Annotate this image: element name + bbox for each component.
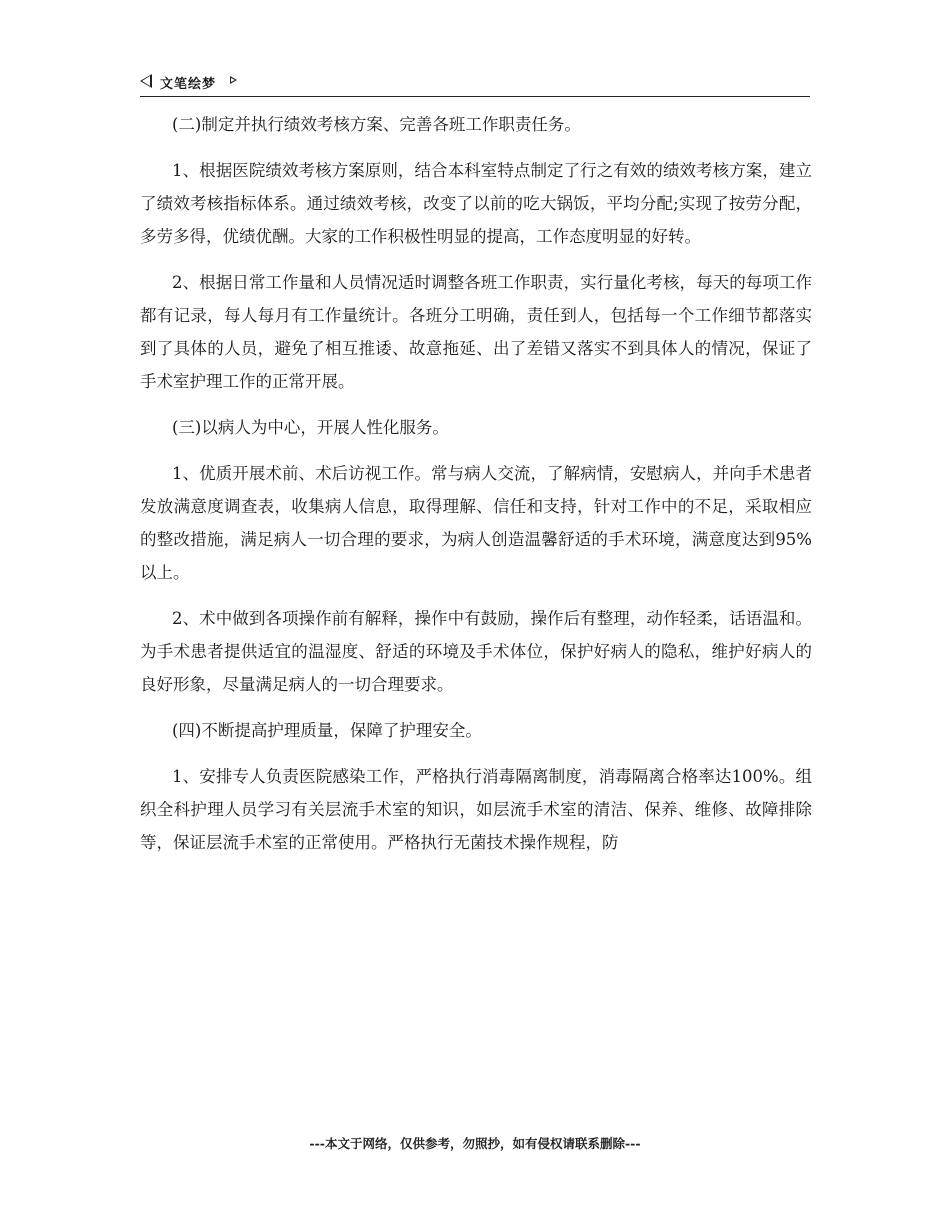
paragraph: 1、安排专人负责医院感染工作，严格执行消毒隔离制度，消毒隔离合格率达100%。组织全科护理人员学习有关层流手术室的知识，如层流手术室的清洁、保养、维修、故障排除等，保证层流手术室的正常使用。严格执行无菌技术操作规程，防 — [140, 767, 812, 852]
header-title: 文笔绘梦 — [160, 77, 217, 92]
triangle-left-icon — [140, 74, 152, 88]
paragraph: 1、根据医院绩效考核方案原则，结合本科室特点制定了行之有效的绩效考核方案，建立了绩效考核指标体系。通过绩效考核，改变了以前的吃大锅饭，平均分配;实现了按劳分配，多劳多得，优绩优酬。大家的工作积极性明显的提高，工作态度明显的好转。 — [140, 161, 812, 246]
paragraph-section-4-heading: (四)不断提高护理质量，保障了护理安全。 — [172, 721, 482, 740]
document-body — [140, 108, 812, 872]
paragraph: 2、根据日常工作量和人员情况适时调整各班工作职责，实行量化考核，每天的每项工作都有记录，每人每月有工作量统计。各班分工明确，责任到人，包括每一个工作细节都落实到了具体的人员，避免了相互推诿、故意拖延、出了差错又落实不到具体人的情况，保证了手术室护理工作的正常开展。 — [140, 273, 812, 391]
paragraph: 2、术中做到各项操作前有解释，操作中有鼓励，操作后有整理，动作轻柔，话语温和。为手术患者提供适宜的温湿度、舒适的环境及手术体位，保护好病人的隐私，维护好病人的良好形象，尽量满足病人的一切合理要求。 — [140, 609, 812, 694]
paragraph-section-3-heading: (三)以病人为中心，开展人性化服务。 — [172, 418, 449, 437]
triangle-right-icon — [230, 76, 237, 84]
paragraph-section-2-heading: (二)制定并执行绩效考核方案、完善各班工作职责任务。 — [172, 115, 581, 134]
footer-disclaimer: ---本文于网络，仅供参考，勿照抄，如有侵权请联系删除--- — [309, 1136, 641, 1151]
paragraph: 1、优质开展术前、术后访视工作。常与病人交流，了解病情，安慰病人，并向手术患者发放满意度调查表，收集病人信息，取得理解、信任和支持，针对工作中的不足，采取相应的整改措施，满足病人一切合理的要求，为病人创造温馨舒适的手术环境，满意度达到95%以上。 — [140, 464, 812, 582]
page-header — [140, 70, 810, 97]
